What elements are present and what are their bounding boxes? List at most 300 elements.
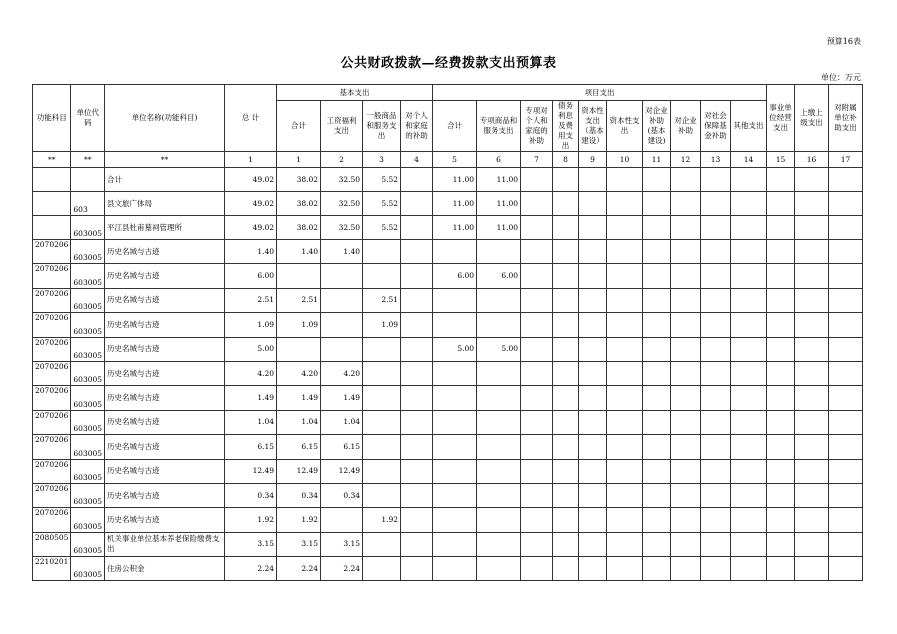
wages-cell: 12.49	[321, 459, 363, 483]
empty-cell	[607, 557, 643, 581]
project-goods-cell	[477, 288, 521, 312]
project-sum-cell	[433, 459, 477, 483]
empty-cell	[767, 459, 795, 483]
index-cell: 3	[363, 152, 401, 168]
personal-cell	[401, 435, 433, 459]
personal-cell	[401, 216, 433, 240]
empty-cell	[795, 459, 829, 483]
project-goods-cell	[477, 532, 521, 556]
index-cell: 5	[433, 152, 477, 168]
wages-cell: 32.50	[321, 168, 363, 192]
empty-cell	[553, 192, 579, 216]
empty-cell	[579, 459, 607, 483]
header-goods-services: 一般商品和服务支出	[363, 101, 401, 152]
unit-name-cell: 历史名城与古迹	[105, 313, 225, 337]
project-sum-cell	[433, 361, 477, 385]
basic-sum-cell: 3.15	[277, 532, 321, 556]
basic-sum-cell: 1.09	[277, 313, 321, 337]
empty-cell	[795, 386, 829, 410]
empty-cell	[521, 386, 553, 410]
empty-cell	[731, 361, 767, 385]
project-goods-cell	[477, 410, 521, 434]
header-upper-level: 上缴上级支出	[795, 85, 829, 152]
empty-cell	[829, 459, 863, 483]
index-row	[33, 152, 863, 168]
index-cell: 1	[225, 152, 277, 168]
total-cell: 1.92	[225, 508, 277, 532]
empty-cell	[795, 313, 829, 337]
empty-cell	[701, 508, 731, 532]
header-self-supporting: 事业单位经营支出	[767, 85, 795, 152]
project-goods-cell	[477, 361, 521, 385]
project-sum-cell	[433, 557, 477, 581]
func-code-cell: 2070206	[33, 240, 71, 264]
wages-cell: 6.15	[321, 435, 363, 459]
total-cell: 6.00	[225, 264, 277, 288]
header-basic-expenditure: 基本支出	[277, 85, 433, 101]
empty-cell	[767, 264, 795, 288]
personal-cell	[401, 192, 433, 216]
empty-cell	[521, 313, 553, 337]
wages-cell	[321, 264, 363, 288]
empty-cell	[731, 192, 767, 216]
basic-sum-cell	[277, 264, 321, 288]
total-cell: 3.15	[225, 532, 277, 556]
empty-cell	[767, 313, 795, 337]
empty-cell	[701, 557, 731, 581]
unit-code-cell: 603005	[71, 264, 105, 288]
empty-cell	[829, 313, 863, 337]
total-cell: 49.02	[225, 168, 277, 192]
empty-cell	[701, 216, 731, 240]
basic-sum-cell: 6.15	[277, 435, 321, 459]
empty-cell	[643, 557, 671, 581]
empty-cell	[731, 337, 767, 361]
index-cell: 9	[579, 152, 607, 168]
empty-cell	[829, 264, 863, 288]
empty-cell	[829, 557, 863, 581]
unit-name-cell: 历史名城与古迹	[105, 361, 225, 385]
empty-cell	[643, 361, 671, 385]
project-goods-cell: 5.00	[477, 337, 521, 361]
unit-code-cell: 603005	[71, 557, 105, 581]
empty-cell	[607, 435, 643, 459]
empty-cell	[701, 386, 731, 410]
personal-cell	[401, 557, 433, 581]
header-project-sum: 合计	[433, 101, 477, 152]
empty-cell	[607, 264, 643, 288]
table-row	[33, 313, 863, 337]
empty-cell	[521, 532, 553, 556]
empty-cell	[553, 459, 579, 483]
unit-name-cell: 合计	[105, 168, 225, 192]
empty-cell	[643, 288, 671, 312]
empty-cell	[701, 459, 731, 483]
empty-cell	[553, 532, 579, 556]
header-enterprise-build: 对企业补助(基本建设)	[643, 101, 671, 152]
empty-cell	[701, 240, 731, 264]
empty-cell	[521, 483, 553, 507]
project-sum-cell: 11.00	[433, 168, 477, 192]
empty-cell	[579, 483, 607, 507]
empty-cell	[671, 240, 701, 264]
empty-cell	[579, 386, 607, 410]
empty-cell	[767, 168, 795, 192]
empty-cell	[795, 483, 829, 507]
empty-cell	[607, 216, 643, 240]
empty-cell	[607, 192, 643, 216]
index-cell: 6	[477, 152, 521, 168]
empty-cell	[643, 435, 671, 459]
total-cell: 0.34	[225, 483, 277, 507]
unit-code-cell: 603005	[71, 386, 105, 410]
empty-cell	[643, 313, 671, 337]
empty-cell	[829, 435, 863, 459]
empty-cell	[521, 557, 553, 581]
project-goods-cell	[477, 508, 521, 532]
unit-name-cell: 历史名城与古迹	[105, 264, 225, 288]
unit-code-cell: 603	[71, 192, 105, 216]
project-goods-cell	[477, 386, 521, 410]
empty-cell	[701, 361, 731, 385]
goods-cell	[363, 410, 401, 434]
empty-cell	[643, 264, 671, 288]
empty-cell	[767, 508, 795, 532]
personal-cell	[401, 168, 433, 192]
empty-cell	[671, 361, 701, 385]
goods-cell	[363, 240, 401, 264]
empty-cell	[701, 288, 731, 312]
empty-cell	[701, 532, 731, 556]
project-goods-cell	[477, 313, 521, 337]
header-row-1	[33, 85, 863, 101]
empty-cell	[643, 192, 671, 216]
unit-code-cell: 603005	[71, 532, 105, 556]
empty-cell	[767, 192, 795, 216]
goods-cell	[363, 483, 401, 507]
index-cell: 12	[671, 152, 701, 168]
func-code-cell	[33, 216, 71, 240]
empty-cell	[767, 386, 795, 410]
personal-cell	[401, 288, 433, 312]
basic-sum-cell: 1.92	[277, 508, 321, 532]
index-cell: **	[71, 152, 105, 168]
wages-cell: 2.24	[321, 557, 363, 581]
func-code-cell: 2070206	[33, 459, 71, 483]
empty-cell	[767, 557, 795, 581]
empty-cell	[731, 240, 767, 264]
header-project-goods: 专项商品和服务支出	[477, 101, 521, 152]
table-row	[33, 192, 863, 216]
empty-cell	[671, 508, 701, 532]
basic-sum-cell: 1.49	[277, 386, 321, 410]
empty-cell	[553, 168, 579, 192]
unit-name-cell: 历史名城与古迹	[105, 240, 225, 264]
total-cell: 1.49	[225, 386, 277, 410]
func-code-cell	[33, 192, 71, 216]
personal-cell	[401, 532, 433, 556]
goods-cell: 1.09	[363, 313, 401, 337]
empty-cell	[521, 508, 553, 532]
project-goods-cell: 11.00	[477, 192, 521, 216]
unit-code-cell: 603005	[71, 240, 105, 264]
empty-cell	[767, 361, 795, 385]
personal-cell	[401, 264, 433, 288]
empty-cell	[731, 459, 767, 483]
index-cell: 13	[701, 152, 731, 168]
personal-cell	[401, 313, 433, 337]
budget-table	[32, 84, 863, 581]
unit-name-cell: 住房公积金	[105, 557, 225, 581]
basic-sum-cell: 1.04	[277, 410, 321, 434]
empty-cell	[643, 410, 671, 434]
wages-cell: 4.20	[321, 361, 363, 385]
empty-cell	[521, 168, 553, 192]
empty-cell	[521, 337, 553, 361]
empty-cell	[829, 216, 863, 240]
basic-sum-cell: 12.49	[277, 459, 321, 483]
wages-cell: 1.04	[321, 410, 363, 434]
table-row	[33, 168, 863, 192]
empty-cell	[731, 264, 767, 288]
empty-cell	[579, 240, 607, 264]
empty-cell	[731, 532, 767, 556]
basic-sum-cell: 0.34	[277, 483, 321, 507]
empty-cell	[521, 435, 553, 459]
empty-cell	[795, 192, 829, 216]
empty-cell	[795, 435, 829, 459]
goods-cell: 2.51	[363, 288, 401, 312]
empty-cell	[643, 386, 671, 410]
empty-cell	[701, 168, 731, 192]
table-row	[33, 483, 863, 507]
empty-cell	[671, 483, 701, 507]
empty-cell	[671, 532, 701, 556]
goods-cell: 5.52	[363, 216, 401, 240]
empty-cell	[731, 410, 767, 434]
empty-cell	[795, 264, 829, 288]
empty-cell	[795, 216, 829, 240]
project-goods-cell	[477, 240, 521, 264]
header-unit-code: 单位代码	[71, 85, 105, 152]
project-goods-cell: 11.00	[477, 216, 521, 240]
project-sum-cell	[433, 435, 477, 459]
unit-code-cell: 603005	[71, 337, 105, 361]
empty-cell	[767, 532, 795, 556]
table-row	[33, 532, 863, 556]
index-cell: 10	[607, 152, 643, 168]
empty-cell	[521, 361, 553, 385]
wages-cell	[321, 508, 363, 532]
func-code-cell: 2070206	[33, 435, 71, 459]
empty-cell	[795, 240, 829, 264]
project-sum-cell	[433, 410, 477, 434]
empty-cell	[521, 459, 553, 483]
empty-cell	[579, 508, 607, 532]
unit-code-cell: 603005	[71, 459, 105, 483]
unit-code-cell: 603005	[71, 435, 105, 459]
index-cell: 11	[643, 152, 671, 168]
empty-cell	[767, 240, 795, 264]
empty-cell	[731, 435, 767, 459]
project-sum-cell: 11.00	[433, 192, 477, 216]
table-row	[33, 508, 863, 532]
empty-cell	[607, 337, 643, 361]
empty-cell	[767, 288, 795, 312]
project-sum-cell	[433, 288, 477, 312]
empty-cell	[671, 168, 701, 192]
table-number: 预算16表	[826, 37, 861, 46]
goods-cell	[363, 459, 401, 483]
total-cell: 1.04	[225, 410, 277, 434]
table-row	[33, 557, 863, 581]
empty-cell	[643, 216, 671, 240]
goods-cell	[363, 264, 401, 288]
header-project-expenditure: 项目支出	[433, 85, 767, 101]
empty-cell	[579, 410, 607, 434]
project-goods-cell	[477, 557, 521, 581]
empty-cell	[731, 288, 767, 312]
empty-cell	[829, 532, 863, 556]
goods-cell	[363, 435, 401, 459]
unit-code-cell: 603005	[71, 508, 105, 532]
empty-cell	[607, 508, 643, 532]
empty-cell	[731, 508, 767, 532]
empty-cell	[829, 508, 863, 532]
project-sum-cell	[433, 508, 477, 532]
empty-cell	[553, 410, 579, 434]
empty-cell	[579, 168, 607, 192]
project-sum-cell: 6.00	[433, 264, 477, 288]
empty-cell	[767, 216, 795, 240]
empty-cell	[795, 361, 829, 385]
wages-cell	[321, 288, 363, 312]
empty-cell	[671, 288, 701, 312]
func-code-cell: 2080505	[33, 532, 71, 556]
total-cell: 2.51	[225, 288, 277, 312]
empty-cell	[553, 508, 579, 532]
header-personal-subsidy: 对个人和家庭的补助	[401, 101, 433, 152]
basic-sum-cell: 38.02	[277, 192, 321, 216]
index-cell: 8	[553, 152, 579, 168]
empty-cell	[643, 459, 671, 483]
empty-cell	[521, 240, 553, 264]
empty-cell	[829, 192, 863, 216]
empty-cell	[643, 240, 671, 264]
empty-cell	[607, 483, 643, 507]
project-sum-cell: 11.00	[433, 216, 477, 240]
page-title: 公共财政拨款—经费拨款支出预算表	[340, 56, 557, 71]
total-cell: 12.49	[225, 459, 277, 483]
unit-name-cell: 历史名城与古迹	[105, 288, 225, 312]
table-row	[33, 216, 863, 240]
empty-cell	[671, 557, 701, 581]
empty-cell	[731, 313, 767, 337]
table-row	[33, 361, 863, 385]
empty-cell	[767, 337, 795, 361]
func-code-cell: 2070206	[33, 288, 71, 312]
unit-name-cell: 历史名城与古迹	[105, 459, 225, 483]
unit-name-cell: 历史名城与古迹	[105, 386, 225, 410]
wages-cell	[321, 337, 363, 361]
empty-cell	[553, 337, 579, 361]
header-capital: 资本性支出	[607, 101, 643, 152]
empty-cell	[579, 192, 607, 216]
table-row	[33, 240, 863, 264]
empty-cell	[701, 435, 731, 459]
total-cell: 1.40	[225, 240, 277, 264]
func-code-cell	[33, 168, 71, 192]
basic-sum-cell: 1.40	[277, 240, 321, 264]
empty-cell	[701, 313, 731, 337]
empty-cell	[795, 288, 829, 312]
func-code-cell: 2070206	[33, 313, 71, 337]
unit-name-cell: 历史名城与古迹	[105, 483, 225, 507]
empty-cell	[701, 410, 731, 434]
header-unit-name: 单位名称(功能科目)	[105, 85, 225, 152]
header-basic-sum: 合计	[277, 101, 321, 152]
empty-cell	[553, 483, 579, 507]
func-code-cell: 2070206	[33, 483, 71, 507]
empty-cell	[767, 410, 795, 434]
index-cell: 7	[521, 152, 553, 168]
empty-cell	[607, 532, 643, 556]
empty-cell	[579, 216, 607, 240]
empty-cell	[521, 410, 553, 434]
empty-cell	[579, 361, 607, 385]
empty-cell	[607, 313, 643, 337]
wages-cell: 32.50	[321, 216, 363, 240]
personal-cell	[401, 508, 433, 532]
project-goods-cell: 6.00	[477, 264, 521, 288]
empty-cell	[607, 168, 643, 192]
func-code-cell: 2070206	[33, 337, 71, 361]
empty-cell	[607, 240, 643, 264]
header-social-security: 对社会保障基金补助	[701, 101, 731, 152]
empty-cell	[671, 313, 701, 337]
empty-cell	[553, 557, 579, 581]
empty-cell	[643, 168, 671, 192]
project-sum-cell	[433, 532, 477, 556]
project-sum-cell	[433, 313, 477, 337]
total-cell: 49.02	[225, 216, 277, 240]
empty-cell	[795, 168, 829, 192]
basic-sum-cell: 2.24	[277, 557, 321, 581]
project-goods-cell	[477, 435, 521, 459]
table-row	[33, 459, 863, 483]
basic-sum-cell: 38.02	[277, 168, 321, 192]
personal-cell	[401, 337, 433, 361]
index-cell: **	[105, 152, 225, 168]
index-cell: 17	[829, 152, 863, 168]
personal-cell	[401, 386, 433, 410]
empty-cell	[731, 386, 767, 410]
goods-cell	[363, 337, 401, 361]
goods-cell: 5.52	[363, 168, 401, 192]
table-row	[33, 435, 863, 459]
empty-cell	[795, 557, 829, 581]
table-row	[33, 288, 863, 312]
func-code-cell: 2070206	[33, 386, 71, 410]
empty-cell	[731, 557, 767, 581]
empty-cell	[643, 483, 671, 507]
empty-cell	[829, 240, 863, 264]
empty-cell	[767, 483, 795, 507]
empty-cell	[795, 532, 829, 556]
empty-cell	[643, 508, 671, 532]
basic-sum-cell: 38.02	[277, 216, 321, 240]
empty-cell	[521, 264, 553, 288]
